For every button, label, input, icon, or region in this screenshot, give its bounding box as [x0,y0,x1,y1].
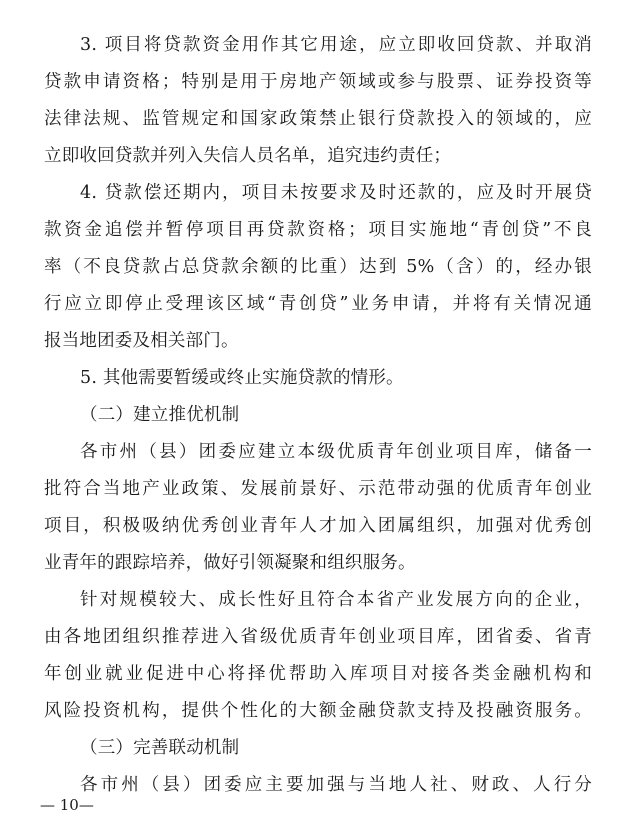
paragraph-5-line-1: 5. 其他需要暂缓或终止实施贷款的情形。 [80,368,404,388]
section-heading-2: （二）建立推优机制 [80,405,240,425]
paragraph-3-line-4: 立即收回贷款并列入失信人员名单，追究违约责任； [44,146,452,166]
paragraph-4-line-3: 率（不良贷款占总贷款余额的比重）达到 5%（含）的，经办银 [44,257,592,277]
paragraph-6-line-4: 业青年的跟踪培养，做好引领凝聚和组织服务。 [44,553,416,573]
page-number: — 10— [40,796,94,814]
paragraph-4-line-2: 款资金追偿并暂停项目再贷款资格；项目实施地“青创贷”不良 [44,220,592,240]
paragraph-6-line-1: 各市州（县）团委应建立本级优质青年创业项目库，储备一 [80,442,592,462]
paragraph-8-line-1: 各市州（县）团委应主要加强与当地人社、财政、人行分 [80,775,592,795]
paragraph-7-line-2: 由各地团组织推荐进入省级优质青年创业项目库，团省委、省青 [44,627,592,647]
paragraph-7-line-4: 风险投资机构，提供个性化的大额金融贷款支持及投融资服务。 [44,701,592,721]
paragraph-7-line-1: 针对规模较大、成长性好且符合本省产业发展方向的企业， [80,590,592,610]
paragraph-6-line-3: 项目，积极吸纳优秀创业青年人才加入团属组织，加强对优秀创 [44,516,592,536]
paragraph-3-line-2: 贷款申请资格；特别是用于房地产领域或参与股票、证券投资等 [44,72,592,92]
paragraph-7-line-3: 年创业就业促进中心将择优帮助入库项目对接各类金融机构和 [44,664,592,684]
paragraph-3-line-3: 法律法规、监管规定和国家政策禁止银行贷款投入的领域的，应 [44,109,592,129]
paragraph-4-line-1: 4. 贷款偿还期内，项目未按要求及时还款的，应及时开展贷 [80,183,592,203]
paragraph-4-line-4: 行应立即停止受理该区域“青创贷”业务申请，并将有关情况通 [44,294,592,314]
paragraph-4-line-5: 报当地团委及相关部门。 [44,331,239,351]
paragraph-6-line-2: 批符合当地产业政策、发展前景好、示范带动强的优质青年创业 [44,479,592,499]
section-heading-3: （三）完善联动机制 [80,738,240,758]
paragraph-3-line-1: 3. 项目将贷款资金用作其它用途，应立即收回贷款、并取消 [80,35,592,55]
